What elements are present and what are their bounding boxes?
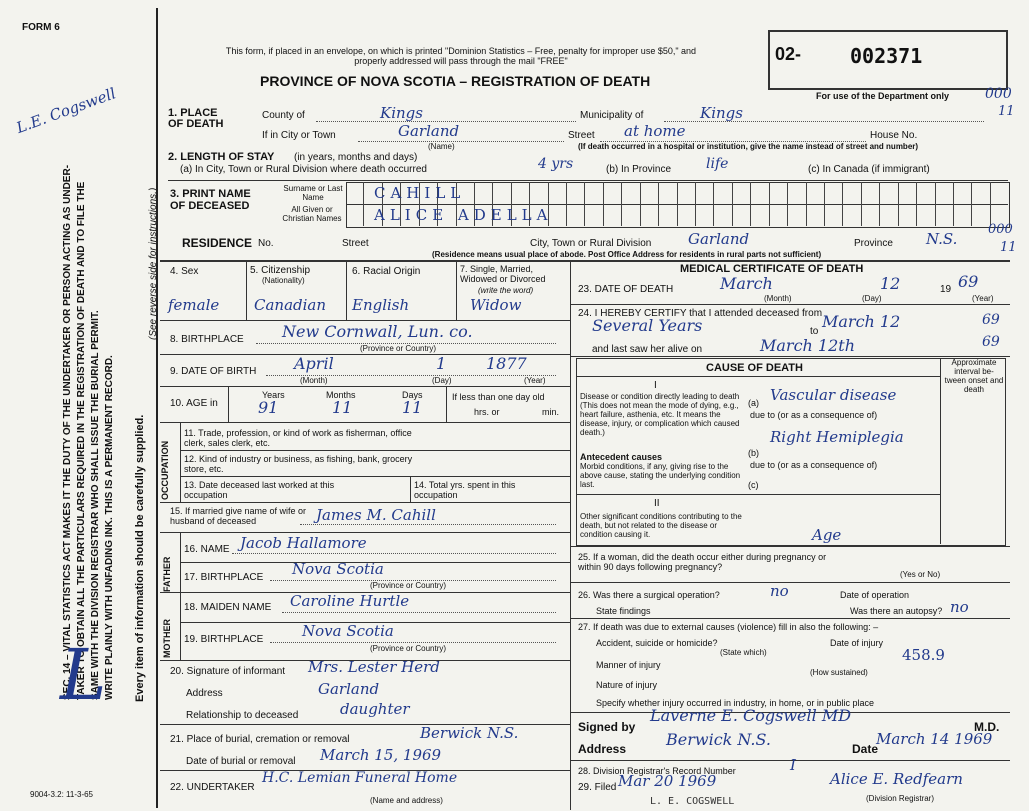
dob-month: April	[294, 354, 334, 373]
cit-label: 5. Citizenship	[250, 265, 311, 276]
margin-initial: L	[60, 634, 107, 716]
stay-label: 2. LENGTH OF STAY	[168, 151, 275, 163]
yes-no-sub: (Yes or No)	[900, 570, 941, 579]
attended-from: Several Years	[592, 316, 703, 335]
q17-label: 17. BIRTHPLACE	[184, 572, 264, 583]
medical-title: MEDICAL CERTIFICATE OF DEATH	[680, 263, 864, 275]
death-month: March	[720, 274, 773, 293]
burial-date: March 15, 1969	[320, 746, 442, 764]
specify-label: Specify whether injury occurred in industry, in home, or in public place	[596, 698, 874, 708]
res-city-value: Garland	[688, 230, 750, 248]
dept-code-4: 11	[1000, 240, 1017, 255]
physician-address: Berwick N.S.	[666, 730, 771, 749]
other-label: Other significant conditions contributing to the death, but not related to the disease or condition causing it.	[580, 512, 742, 539]
surname-label: Surname or Last Name	[283, 184, 343, 202]
a-mark: (a)	[748, 398, 759, 408]
b-mark: (b)	[748, 448, 759, 458]
physician-signature: Laverne E. Cogswell MD	[650, 706, 852, 725]
name-sub: (Name)	[428, 142, 455, 151]
death-day: 12	[880, 274, 901, 293]
q16-label: 16. NAME	[184, 544, 230, 555]
manner-label: Manner of injury	[596, 660, 661, 670]
antecedent-label: Antecedent causes	[580, 452, 663, 462]
mother-bp-sub: (Province or Country)	[370, 644, 447, 653]
attended-to: March 12	[822, 312, 901, 331]
q22-label: 22. UNDERTAKER	[170, 782, 255, 793]
county-label: County of	[262, 110, 305, 121]
cause-a: Vascular disease	[770, 386, 897, 404]
sex-label: 4. Sex	[170, 266, 199, 277]
sec14-line2: TAKER TO OBTAIN ALL THE PARTICULARS REQUIRED IN THE REGISTRATION OF DEATH AND TO FILE THE	[76, 181, 87, 700]
q29-label: 29. Filed	[578, 782, 617, 793]
last-saw-year: 69	[982, 334, 1000, 350]
municipality-label: Municipality of	[580, 110, 644, 121]
street-value: at home	[624, 122, 686, 140]
informant-address: Garland	[318, 680, 380, 698]
dob-month-sub: (Month)	[300, 376, 328, 385]
father-bp-sub: (Province or Country)	[370, 581, 447, 590]
stay-a-value: 4 yrs	[538, 156, 574, 172]
autopsy-value: no	[950, 598, 969, 616]
dept-code-3: 000	[988, 222, 1013, 237]
interval-label: Approximate interval be-tween onset and death	[944, 358, 1004, 394]
given-value: ALICE ADELLA	[374, 206, 553, 224]
rel-label: Relationship to deceased	[186, 710, 299, 721]
see-reverse-note: (See reverse side for instructions.)	[148, 187, 159, 340]
roman-2: II	[654, 498, 660, 509]
date-label: Date	[852, 742, 879, 756]
div-reg-sub: (Division Registrar)	[866, 794, 935, 803]
print-code: 9004-3.2: 11-3-65	[30, 790, 94, 799]
hrs-label: hrs. or	[474, 407, 500, 417]
q11-label: 11. Trade, profession, or kind of work as fisherman, office clerk, sales clerk, etc.	[184, 428, 412, 448]
birthplace-value: New Cornwall, Lun. co.	[282, 322, 473, 341]
residence-note: (Residence means usual place of abode. Post Office Address for residents in rural parts not sufficient)	[432, 250, 822, 259]
mother-value: Caroline Hurtle	[290, 592, 410, 610]
min-label: min.	[542, 407, 560, 417]
c-mark: (c)	[748, 480, 759, 490]
autopsy-label: Was there an autopsy?	[850, 606, 943, 616]
undertaker-value: H.C. Lemian Funeral Home	[262, 770, 458, 786]
q23-label: 23. DATE OF DEATH	[578, 284, 674, 295]
state-findings-label: State findings	[596, 606, 651, 616]
marital-value: Widow	[470, 296, 522, 314]
death-year-sub: (Year)	[972, 294, 994, 303]
dob-day-sub: (Day)	[432, 376, 452, 385]
cit-sub: (Nationality)	[262, 276, 305, 285]
stamp: L. E. COGSWELL	[650, 796, 735, 807]
informant-addr-label: Address	[186, 688, 223, 699]
cause-title: CAUSE OF DEATH	[706, 362, 803, 374]
cert-date: March 14 1969	[876, 730, 993, 748]
nature-label: Nature of injury	[596, 680, 658, 690]
cause-b: Right Hemiplegia	[770, 428, 904, 446]
due-to-b: due to (or as a consequence of)	[750, 460, 878, 470]
occupation-side: OCCUPATION	[160, 440, 170, 500]
stay-c-label: (c) In Canada (if immigrant)	[808, 164, 930, 175]
registrar-signature: Alice E. Redfearn	[830, 770, 963, 788]
form-title: PROVINCE OF NOVA SCOTIA – REGISTRATION OF DEATH	[260, 73, 651, 89]
relationship-value: daughter	[340, 700, 410, 718]
state-which-sub: (State which)	[720, 648, 767, 657]
code-value: 458.9	[902, 646, 945, 664]
death-month-sub: (Month)	[764, 294, 792, 303]
antecedent-sub: Morbid conditions, if any, giving rise to the above cause, stating the underlying condition last.	[580, 462, 741, 489]
q28-label: 28. Division Registrar's Record Number	[578, 766, 736, 776]
how-sub: (How sustained)	[810, 668, 868, 677]
father-bp-value: Nova Scotia	[292, 560, 384, 578]
attended-to-year: 69	[982, 312, 1000, 328]
marital-sub: (write the word)	[478, 286, 534, 295]
dob-label: 9. DATE OF BIRTH	[170, 366, 257, 377]
q26-label: 26. Was there a surgical operation?	[578, 590, 720, 600]
dept-code-1: 000	[985, 86, 1012, 102]
signed-label: Signed by	[578, 720, 636, 734]
md-label: M.D.	[974, 720, 1000, 734]
age-years: 91	[258, 398, 279, 417]
dob-year: 1877	[486, 354, 527, 373]
reg-prefix: 02-	[775, 44, 802, 64]
due-to-a: due to (or as a consequence of)	[750, 410, 878, 420]
house-label: House No.	[870, 130, 918, 141]
dob-day: 1	[436, 354, 447, 373]
q25-label: 25. If a woman, did the death occur either during pregnancy or within 90 days following pregnancy?	[578, 552, 827, 572]
stay-b-value: life	[706, 156, 729, 172]
months-label: Months	[326, 390, 356, 400]
burial-place: Berwick N.S.	[420, 724, 519, 742]
surname-value: CAHILL	[374, 184, 466, 202]
death-year: 69	[958, 272, 979, 291]
reg-number: 002371	[850, 44, 923, 68]
roman-1: I	[654, 380, 657, 391]
every-item-note: Every item of information should be carefully supplied.	[134, 414, 146, 702]
left-border	[156, 8, 158, 808]
burial-date-label: Date of burial or removal	[186, 756, 296, 767]
hospital-note: (If death occurred in a hospital or institution, give the name instead of street and number)	[578, 142, 919, 151]
q12-label: 12. Kind of industry or business, as fishing, bank, grocery store, etc.	[184, 454, 413, 474]
physician-addr-label: Address	[578, 742, 627, 756]
margin-signature: L.E. Cogswell	[14, 84, 119, 137]
bp-sub: (Province or Country)	[360, 344, 437, 353]
accident-label: Accident, suicide or homicide?	[596, 638, 718, 648]
disease-label: Disease or condition directly leading to death (This does not mean the mode of dying, e.g., heart failure, asthenia, etc. It means the disease, injury, or complication which caused death.)	[580, 392, 740, 437]
q19-label: 19. BIRTHPLACE	[184, 634, 264, 645]
q20-label: 20. Signature of informant	[170, 666, 286, 677]
residence-label: RESIDENCE	[182, 236, 253, 250]
father-side: FATHER	[162, 556, 172, 592]
res-no-label: No.	[258, 238, 274, 249]
injury-date-label: Date of injury	[830, 638, 884, 648]
informant-signature: Mrs. Lester Herd	[308, 658, 440, 676]
racial-origin-value: English	[352, 296, 410, 314]
age-label: 10. AGE in	[170, 398, 218, 409]
q13-label: 13. Date deceased last worked at this occupation	[184, 480, 335, 500]
sec14-line3: SAME WITH THE DIVISION REGISTRAR WHO SHALL ISSUE THE BURIAL PERMIT.	[90, 310, 101, 700]
lt-day-label: If less than one day old	[452, 392, 545, 402]
op-date-label: Date of operation	[840, 590, 910, 600]
race-label: 6. Racial Origin	[352, 266, 421, 277]
city-label: If in City or Town	[262, 130, 336, 141]
age-months: 11	[332, 398, 353, 417]
record-no: I	[790, 756, 796, 774]
mail-notice: This form, if placed in an envelope, on which is printed "Dominion Statistics – Free, penalty for improper use $50," and properly addressed will pass through the mail "FREE"	[225, 46, 697, 66]
birthplace-label: 8. BIRTHPLACE	[170, 334, 244, 345]
street-label: Street	[568, 130, 595, 141]
q21-label: 21. Place of burial, cremation or removal	[170, 734, 350, 745]
dob-year-sub: (Year)	[524, 376, 546, 385]
mother-bp-value: Nova Scotia	[302, 622, 394, 640]
q14-label: 14. Total yrs. spent in this occupation	[414, 480, 516, 500]
stay-sub: (in years, months and days)	[294, 152, 418, 163]
sec14-line1: SEC. 14 – VITAL STATISTICS ACT MAKES IT THE DUTY OF THE UNDERTAKER OR PERSON ACTING AS UNDER-	[62, 164, 73, 700]
given-label: All Given or Christian Names	[282, 205, 342, 223]
sex-value: female	[168, 296, 220, 314]
municipality-value: Kings	[700, 104, 743, 122]
res-street-label: Street	[342, 238, 369, 249]
mother-side: MOTHER	[162, 619, 172, 658]
print-name-label: 3. PRINT NAME OF DECEASED	[170, 188, 251, 212]
place-label: 1. PLACE OF DEATH	[168, 107, 224, 130]
other-value: Age	[812, 526, 842, 544]
res-province-value: N.S.	[926, 230, 958, 248]
q18-label: 18. MAIDEN NAME	[184, 602, 272, 613]
death-day-sub: (Day)	[862, 294, 882, 303]
city-value: Garland	[398, 122, 460, 140]
stay-b-label: (b) In Province	[606, 164, 672, 175]
dept-use: For use of the Department only	[816, 91, 950, 101]
spouse-value: James M. Cahill	[316, 506, 436, 524]
last-saw-date: March 12th	[760, 336, 856, 355]
dept-code-2: 11	[998, 104, 1015, 119]
father-value: Jacob Hallamore	[240, 534, 367, 552]
days-label: Days	[402, 390, 423, 400]
county-value: Kings	[380, 104, 423, 122]
sec14-line4: WRITE PLAINLY WITH UNFADING INK. THIS IS A PERMANENT RECORD.	[104, 355, 115, 700]
death-year-prefix: 19	[940, 284, 952, 295]
res-city-label: City, Town or Rural Division	[530, 238, 652, 249]
q27-label: 27. If death was due to external causes (violence) fill in also the following: –	[578, 622, 879, 632]
to-label: to	[810, 326, 819, 337]
age-days: 11	[402, 398, 423, 417]
q15-label: 15. If married give name of wife or husband of deceased	[170, 506, 307, 526]
filed-date: Mar 20 1969	[618, 772, 717, 790]
surgery-value: no	[770, 582, 789, 600]
marital-label: 7. Single, Married, Widowed or Divorced	[460, 264, 546, 284]
citizenship-value: Canadian	[254, 296, 327, 314]
form-number: FORM 6	[22, 22, 60, 33]
years-label: Years	[262, 390, 285, 400]
stay-a-label: (a) In City, Town or Rural Division where death occurred	[180, 164, 427, 175]
name-addr-sub: (Name and address)	[370, 796, 443, 805]
last-saw-label: and last saw her alive on	[592, 344, 703, 355]
q24-label: 24. I HEREBY CERTIFY that I attended deceased from	[578, 308, 823, 319]
res-province-label: Province	[854, 238, 893, 249]
